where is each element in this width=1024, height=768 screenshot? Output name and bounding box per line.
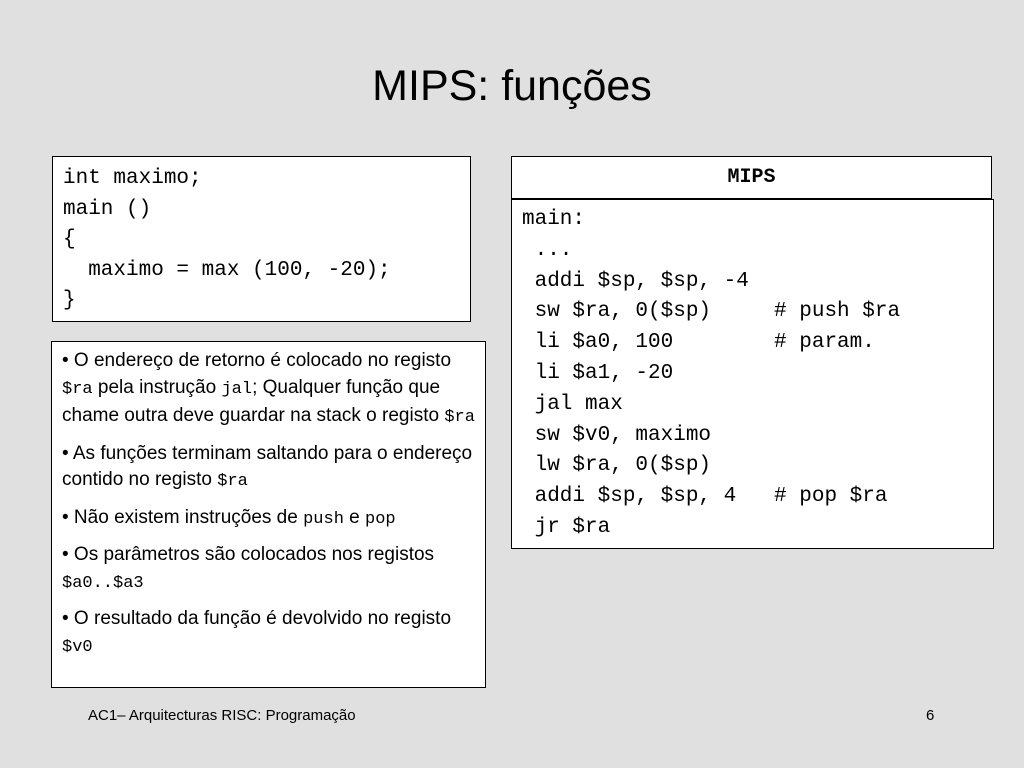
- instruction-code: jal: [221, 379, 253, 399]
- bullet-return-address: [62, 348, 479, 432]
- bullet-text: • Não existem instruções de: [62, 506, 304, 528]
- slide-title: MIPS: funções: [372, 62, 652, 110]
- code-line: {: [63, 228, 76, 251]
- code-line: jal max: [522, 392, 623, 416]
- code-line: main:: [522, 208, 586, 231]
- code-line: sw $v0, maximo: [522, 423, 712, 447]
- mips-code-box: [511, 199, 994, 549]
- c-code-box: [52, 156, 471, 322]
- bullet-text: pela instrução: [92, 376, 222, 398]
- code-line: jr $ra: [522, 515, 611, 539]
- notes-box: [51, 341, 486, 688]
- bullet-text: • O endereço de retorno é colocado no registo: [62, 350, 452, 371]
- bullet-text: • Os parâmetros são colocados nos registos: [62, 544, 435, 565]
- bullet-text: e: [343, 506, 366, 528]
- bullet-result: [62, 606, 479, 661]
- code-line: addi $sp, $sp, 4 # pop $ra: [522, 485, 888, 509]
- page-number: 6: [926, 707, 935, 724]
- bullet-no-push-pop: [62, 505, 479, 534]
- bullet-text: ; Qualquer função que chame outra deve guardar na stack o registo: [62, 376, 445, 426]
- code-line: maximo = max (100, -20);: [63, 258, 391, 282]
- bullet-function-end: [62, 441, 479, 496]
- instruction-code: pop: [365, 509, 396, 529]
- code-line: addi $sp, $sp, -4: [522, 269, 749, 293]
- register-code: $a0..$a3: [62, 573, 144, 593]
- bullet-text: • O resultado da função é devolvido no registo: [62, 608, 452, 629]
- bullet-parameters: [62, 542, 479, 597]
- register-code: $v0: [62, 637, 93, 657]
- register-code: $ra: [444, 408, 475, 427]
- code-line: int maximo;: [63, 167, 202, 190]
- code-line: li $a1, -20: [522, 361, 674, 385]
- footer-text: AC1– Arquitecturas RISC: Programação: [88, 707, 356, 724]
- code-line: lw $ra, 0($sp): [522, 454, 712, 478]
- code-line: ...: [522, 238, 573, 262]
- code-line: main (): [63, 197, 152, 221]
- bullet-text: • As funções terminam saltando para o endereço contido no registo: [62, 442, 473, 490]
- register-code: $ra: [217, 472, 248, 491]
- code-line: sw $ra, 0($sp) # push $ra: [522, 300, 901, 324]
- code-line: }: [63, 289, 76, 312]
- instruction-code: push: [303, 509, 344, 529]
- register-code: $ra: [62, 379, 93, 399]
- code-line: li $a0, 100 # param.: [522, 331, 875, 355]
- mips-header: MIPS: [511, 156, 992, 199]
